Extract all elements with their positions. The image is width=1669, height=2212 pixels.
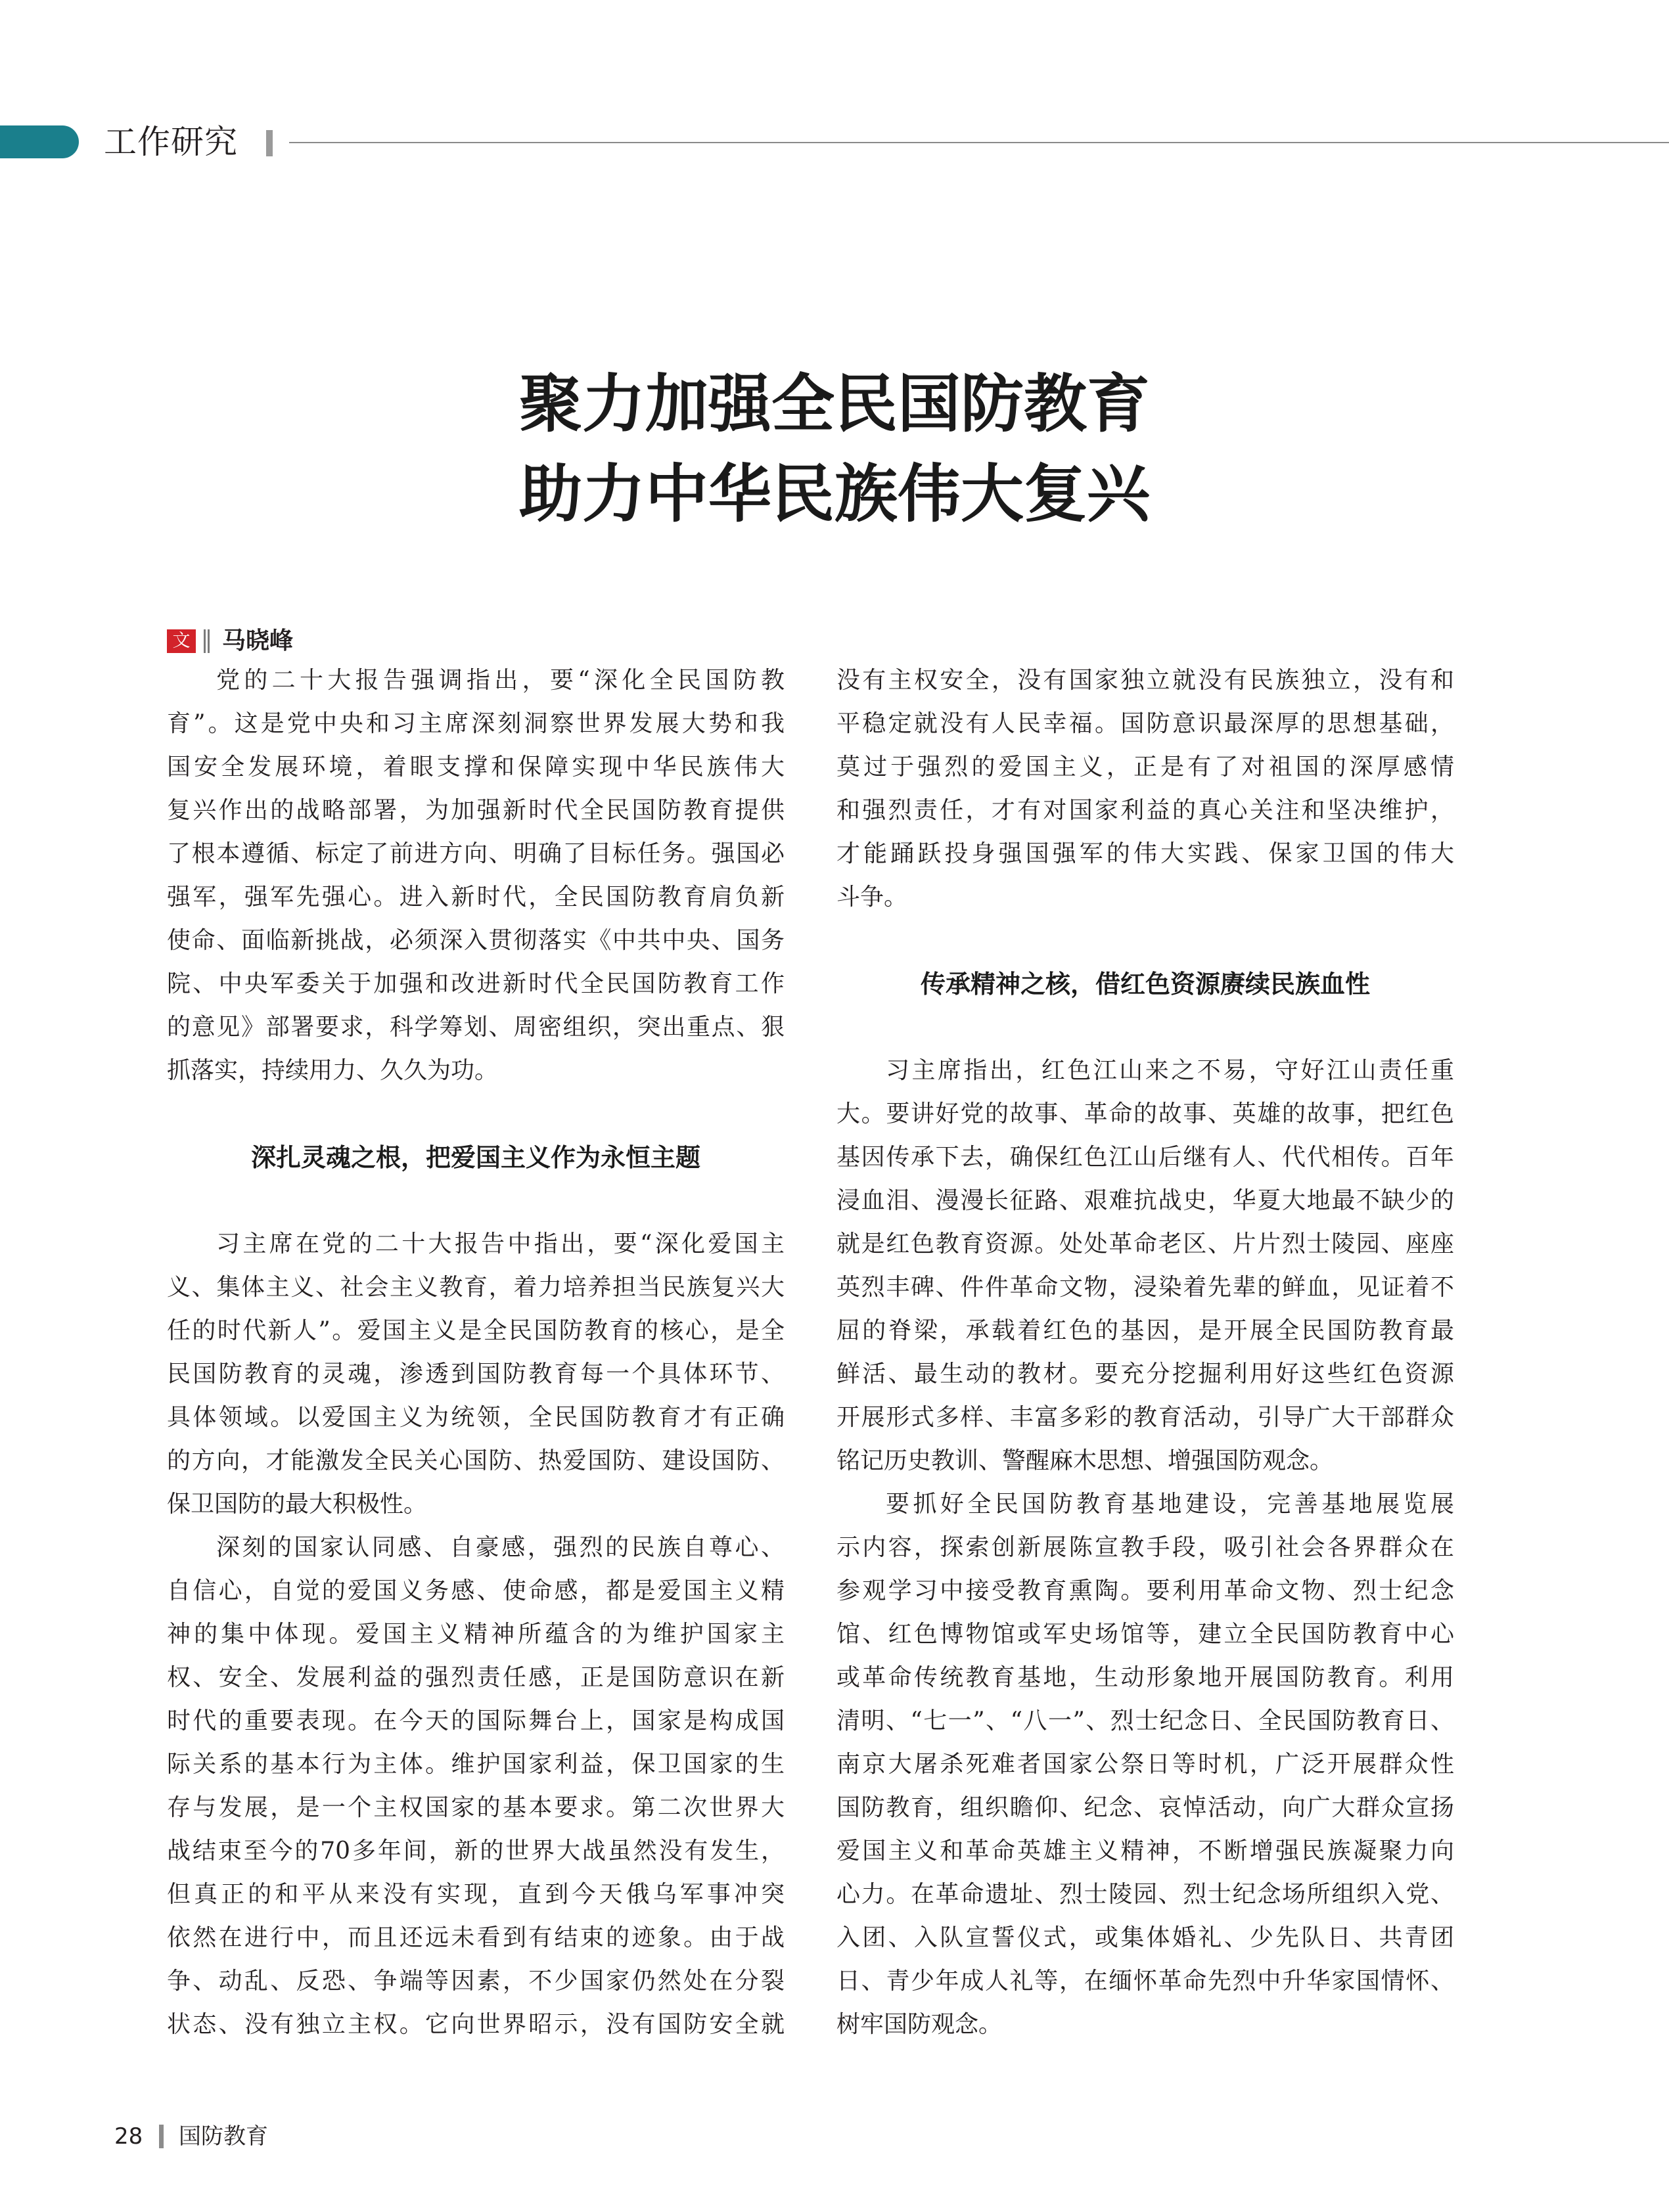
left-column <box>167 659 785 2046</box>
body-text-line: 民国防教育的灵魂，渗透到国防教育每一个具体环节、 <box>167 1361 785 1388</box>
body-text-line: 状态、没有独立主权。它向世界昭示，没有国防安全就 <box>167 2011 785 2038</box>
body-text-line: 具体领域。以爱国主义为统领，全民国防教育才有正确 <box>167 1404 785 1431</box>
section-separator <box>266 130 273 156</box>
body-text-line: 馆、红色博物馆或军史场馆等，建立全民国防教育中心 <box>836 1621 1454 1648</box>
body-text-line: 习主席在党的二十大报告中指出，要“深化爱国主 <box>216 1230 785 1257</box>
body-text-line: 复兴作出的战略部署，为加强新时代全民国防教育提供 <box>167 797 785 824</box>
paragraph-gap <box>836 1006 1454 1049</box>
body-text-line: 依然在进行中，而且还远未看到有结束的迹象。由于战 <box>167 1924 785 1951</box>
body-text-line: 心力。在革命遗址、烈士陵园、烈士纪念场所组织入党、 <box>836 1881 1454 1908</box>
page-number: 28 <box>114 2123 143 2150</box>
body-text-line: 国防教育，组织瞻仰、纪念、哀悼活动，向广大群众宣扬 <box>836 1794 1454 1821</box>
body-text-line: 和强烈责任，才有对国家利益的真心关注和坚决维护， <box>836 797 1454 824</box>
body-text-line: 保卫国防的最大积极性。 <box>167 1491 428 1518</box>
body-text-line: 党的二十大报告强调指出，要“深化全民国防教 <box>216 667 785 694</box>
author-separator <box>204 629 210 653</box>
body-text-line: 屈的脊梁，承载着红色的基因，是开展全民国防教育最 <box>836 1317 1454 1344</box>
body-text-line: 国安全发展环境，着眼支撑和保障实现中华民族伟大 <box>167 754 785 780</box>
body-text-line: 清明、“七一”、“八一”、烈士纪念日、全民国防教育日、 <box>836 1707 1454 1734</box>
footer-separator <box>159 2125 164 2148</box>
body-text-line: 了根本遵循、标定了前进方向、明确了目标任务。强国必 <box>167 840 785 867</box>
paragraph-gap <box>167 1179 785 1223</box>
author-name: 马晓峰 <box>222 627 294 654</box>
body-text-line: 的方向，才能激发全民关心国防、热爱国防、建设国防、 <box>167 1447 785 1474</box>
body-text-line: 使命、面临新挑战，必须深入贯彻落实《中共中央、国务 <box>167 927 785 954</box>
article-title-line-1: 聚力加强全民国防教育 <box>519 367 1150 441</box>
body-text-line: 平稳定就没有人民幸福。国防意识最深厚的思想基础， <box>836 710 1454 737</box>
author-badge: 文 <box>167 629 196 653</box>
paragraph-gap <box>167 1093 785 1136</box>
body-text-line: 浸血泪、漫漫长征路、艰难抗战史，华夏大地最不缺少的 <box>836 1187 1454 1214</box>
body-text-line: 南京大屠杀死难者国家公祭日等时机，广泛开展群众性 <box>836 1751 1454 1778</box>
section-heading: 深扎灵魂之根，把爱国主义作为永恒主题 <box>250 1143 700 1172</box>
body-text-line: 示内容，探索创新展陈宣教手段，吸引社会各界群众在 <box>836 1534 1454 1561</box>
body-text-line: 义、集体主义、社会主义教育，着力培养担当民族复兴大 <box>167 1274 785 1301</box>
body-text-line: 权、安全、发展利益的强烈责任感，正是国防意识在新 <box>167 1664 785 1691</box>
body-text-line: 没有主权安全，没有国家独立就没有民族独立，没有和 <box>836 667 1454 694</box>
section-heading: 传承精神之核，借红色资源赓续民族血性 <box>920 970 1370 999</box>
body-text-line: 争、动乱、反恐、争端等因素，不少国家仍然处在分裂 <box>167 1968 785 1995</box>
body-text-line: 院、中央军委关于加强和改进新时代全民国防教育工作 <box>167 970 785 997</box>
body-text-line: 或革命传统教育基地，生动形象地开展国防教育。利用 <box>836 1664 1454 1691</box>
paragraph-gap <box>836 919 1454 962</box>
body-text-line: 就是红色教育资源。处处革命老区、片片烈士陵园、座座 <box>836 1230 1454 1257</box>
body-text-line: 自信心，自觉的爱国义务感、使命感，都是爱国主义精 <box>167 1577 785 1604</box>
body-text-line: 日、青少年成人礼等，在缅怀革命先烈中升华家国情怀、 <box>836 1968 1454 1995</box>
header-rule <box>289 142 1669 143</box>
body-text-line: 习主席指出，红色江山来之不易，守好江山责任重 <box>886 1057 1454 1084</box>
body-text-line: 树牢国防观念。 <box>836 2011 1003 2038</box>
body-text-line: 的意见》部署要求，科学筹划、周密组织，突出重点、狠 <box>167 1014 785 1041</box>
body-text-line: 神的集中体现。爱国主义精神所蕴含的为维护国家主 <box>167 1621 785 1648</box>
body-text-line: 深刻的国家认同感、自豪感，强烈的民族自尊心、 <box>216 1534 785 1561</box>
body-text-line: 要抓好全民国防教育基地建设，完善基地展览展 <box>886 1491 1454 1518</box>
body-text-line: 入团、入队宣誓仪式，或集体婚礼、少先队日、共青团 <box>836 1924 1454 1951</box>
body-text-line: 斗争。 <box>836 884 908 911</box>
right-column <box>836 659 1454 2046</box>
section-title: 工作研究 <box>104 123 238 161</box>
body-text-line: 存与发展，是一个主权国家的基本要求。第二次世界大 <box>167 1794 785 1821</box>
body-text-line: 铭记历史教训、警醒麻木思想、增强国防观念。 <box>836 1447 1334 1474</box>
body-text-line: 英烈丰碑、件件革命文物，浸染着先辈的鲜血，见证着不 <box>836 1274 1454 1301</box>
body-text-line: 开展形式多样、丰富多彩的教育活动，引导广大干部群众 <box>836 1404 1454 1431</box>
magazine-name: 国防教育 <box>179 2123 268 2150</box>
body-text-line: 爱国主义和革命英雄主义精神，不断增强民族凝聚力向 <box>836 1838 1454 1864</box>
body-text-line: 才能踊跃投身强国强军的伟大实践、保家卫国的伟大 <box>836 840 1454 867</box>
body-text-line: 强军，强军先强心。进入新时代，全民国防教育肩负新 <box>167 884 785 911</box>
body-text-line: 时代的重要表现。在今天的国际舞台上，国家是构成国 <box>167 1707 785 1734</box>
body-text-line: 战结束至今的70多年间，新的世界大战虽然没有发生， <box>167 1838 785 1864</box>
body-text-line: 育”。这是党中央和习主席深刻洞察世界发展大势和我 <box>167 710 785 737</box>
body-text-line: 参观学习中接受教育熏陶。要利用革命文物、烈士纪念 <box>836 1577 1454 1604</box>
section-tab-marker <box>0 125 79 158</box>
body-text-line: 际关系的基本行为主体。维护国家利益，保卫国家的生 <box>167 1751 785 1778</box>
body-text-line: 基因传承下去，确保红色江山后继有人、代代相传。百年 <box>836 1144 1454 1171</box>
body-text-line: 任的时代新人”。爱国主义是全民国防教育的核心，是全 <box>167 1317 785 1344</box>
body-text-line: 抓落实，持续用力、久久为功。 <box>167 1057 499 1084</box>
body-text-line: 鲜活、最生动的教材。要充分挖掘利用好这些红色资源 <box>836 1361 1454 1388</box>
body-text-line: 大。要讲好党的故事、革命的故事、英雄的故事，把红色 <box>836 1100 1454 1127</box>
body-text-line: 莫过于强烈的爱国主义，正是有了对祖国的深厚感情 <box>836 754 1454 780</box>
article-title-line-2: 助力中华民族伟大复兴 <box>519 457 1150 531</box>
body-text-line: 但真正的和平从来没有实现，直到今天俄乌军事冲突 <box>167 1881 785 1908</box>
